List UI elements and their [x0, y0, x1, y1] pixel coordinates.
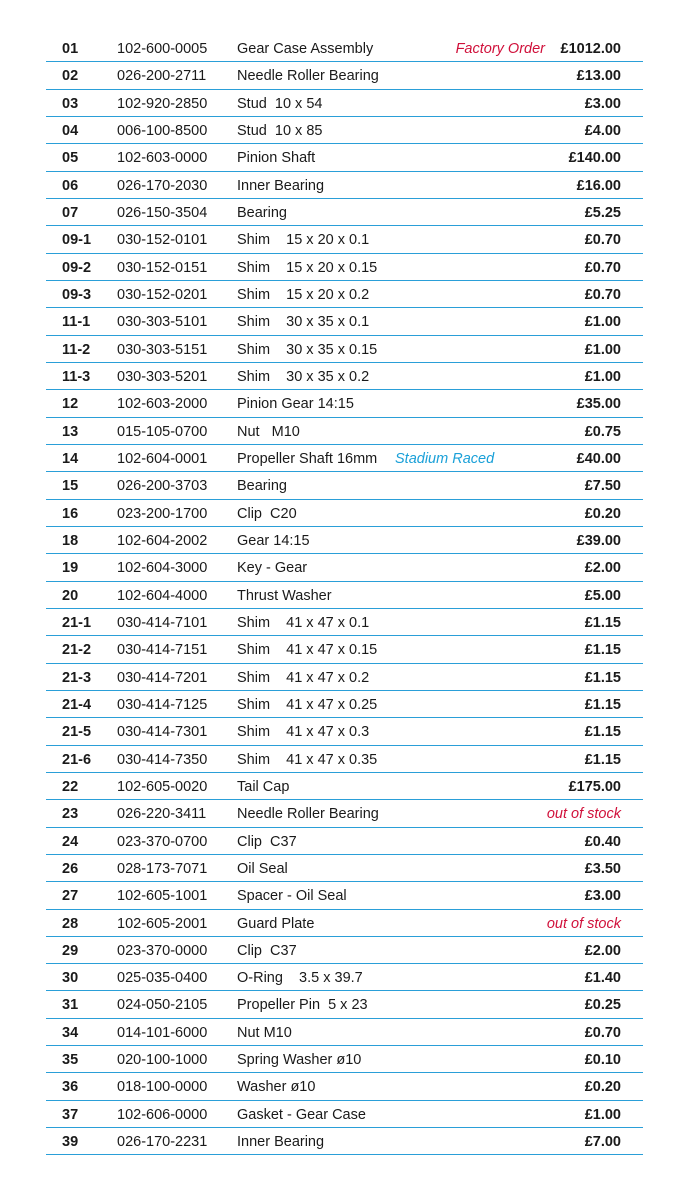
item-ref-number: 24 — [62, 833, 79, 850]
table-row — [46, 172, 643, 199]
item-ref-number: 21-1 — [62, 614, 92, 631]
price: £0.25 — [584, 997, 621, 1014]
table-row — [46, 308, 643, 335]
table-row — [46, 582, 643, 609]
item-ref-number: 12 — [62, 396, 79, 413]
price: £0.20 — [584, 1079, 621, 1096]
part-description: Clip C37 — [237, 942, 297, 959]
price: £13.00 — [576, 68, 621, 85]
part-description: Shim 15 x 20 x 0.1 — [237, 232, 370, 249]
stock-status: out of stock — [546, 806, 621, 823]
part-description: Spacer - Oil Seal — [237, 888, 347, 905]
part-number: 030-414-7301 — [117, 724, 208, 741]
part-number: 102-606-0000 — [117, 1106, 208, 1123]
part-description: Tail Cap — [237, 778, 290, 795]
part-number: 020-100-1000 — [117, 1052, 208, 1069]
table-row — [46, 910, 643, 937]
part-number: 102-603-0000 — [117, 150, 208, 167]
part-description: Key - Gear — [237, 560, 308, 577]
part-description: Bearing — [237, 478, 287, 495]
part-number: 030-303-5201 — [117, 368, 208, 385]
table-row — [46, 390, 643, 417]
table-row — [46, 117, 643, 144]
part-description: Oil Seal — [237, 860, 288, 877]
part-description: Needle Roller Bearing — [237, 806, 379, 823]
part-number: 026-200-2711 — [117, 68, 207, 85]
price: £140.00 — [568, 150, 621, 167]
part-number: 026-150-3504 — [117, 204, 208, 221]
part-number: 006-100-8500 — [117, 122, 208, 139]
part-number: 102-604-3000 — [117, 560, 208, 577]
price: £5.25 — [584, 204, 621, 221]
item-ref-number: 04 — [62, 122, 79, 139]
part-description: Shim 30 x 35 x 0.1 — [237, 314, 370, 331]
table-row — [46, 226, 643, 253]
part-description: Clip C20 — [237, 505, 297, 522]
part-note: Stadium Raced — [395, 450, 495, 467]
price: £5.00 — [584, 587, 621, 604]
part-number: 030-414-7151 — [117, 642, 208, 659]
part-number: 102-604-2002 — [117, 532, 208, 549]
price: £0.70 — [584, 286, 621, 303]
part-description: Shim 41 x 47 x 0.1 — [237, 614, 370, 631]
part-number: 025-035-0400 — [117, 970, 208, 987]
part-description: Propeller Shaft 16mm — [237, 450, 378, 467]
item-ref-number: 11-1 — [62, 314, 91, 331]
price: £1.00 — [584, 341, 621, 358]
item-ref-number: 36 — [62, 1079, 79, 1096]
part-number: 102-920-2850 — [117, 95, 208, 112]
table-row — [46, 991, 643, 1018]
price: £7.00 — [584, 1134, 621, 1151]
part-number: 015-105-0700 — [117, 423, 208, 440]
table-row — [46, 500, 643, 527]
part-number: 030-152-0101 — [117, 232, 208, 249]
table-row — [46, 828, 643, 855]
item-ref-number: 27 — [62, 888, 79, 905]
part-number: 026-170-2231 — [117, 1134, 208, 1151]
price: £7.50 — [584, 478, 621, 495]
part-number: 030-152-0201 — [117, 286, 208, 303]
table-row — [46, 718, 643, 745]
part-description: Shim 41 x 47 x 0.35 — [237, 751, 378, 768]
table-row — [46, 746, 643, 773]
item-ref-number: 37 — [62, 1106, 79, 1123]
price: £1.15 — [584, 751, 621, 768]
table-row — [46, 363, 643, 390]
part-number: 030-414-7350 — [117, 751, 208, 768]
part-number: 030-414-7201 — [117, 669, 208, 686]
item-ref-number: 21-5 — [62, 724, 92, 741]
table-row — [46, 281, 643, 308]
part-number: 102-605-2001 — [117, 915, 208, 932]
item-ref-number: 20 — [62, 587, 79, 604]
part-description: Gear 14:15 — [237, 532, 310, 549]
table-row — [46, 35, 643, 62]
part-description: Stud 10 x 85 — [237, 122, 323, 139]
table-row — [46, 1019, 643, 1046]
part-description: Shim 41 x 47 x 0.2 — [237, 669, 370, 686]
part-number: 030-303-5151 — [117, 341, 208, 358]
item-ref-number: 23 — [62, 806, 79, 823]
part-number: 102-604-4000 — [117, 587, 208, 604]
part-description: Gear Case Assembly — [237, 41, 374, 57]
table-row — [46, 90, 643, 117]
part-number: 026-170-2030 — [117, 177, 208, 194]
part-description: Washer ø10 — [237, 1079, 316, 1096]
part-number: 024-050-2105 — [117, 997, 208, 1014]
part-number: 026-200-3703 — [117, 478, 208, 495]
part-number: 014-101-6000 — [117, 1024, 208, 1041]
price: £35.00 — [576, 396, 621, 413]
part-description: Pinion Gear 14:15 — [237, 396, 354, 413]
item-ref-number: 22 — [62, 778, 79, 795]
table-row — [46, 937, 643, 964]
table-row — [46, 554, 643, 581]
price: £0.10 — [584, 1052, 621, 1069]
item-ref-number: 09-2 — [62, 259, 92, 276]
part-number: 028-173-7071 — [117, 860, 208, 877]
part-description: Shim 41 x 47 x 0.15 — [237, 642, 378, 659]
part-number: 018-100-0000 — [117, 1079, 208, 1096]
price: £2.00 — [584, 560, 621, 577]
part-number: 030-414-7101 — [117, 614, 208, 631]
price: £1.15 — [584, 669, 621, 686]
item-ref-number: 15 — [62, 478, 79, 495]
table-row — [46, 418, 643, 445]
parts-price-list — [46, 35, 643, 1155]
part-description: Pinion Shaft — [237, 150, 316, 167]
table-row — [46, 800, 643, 827]
table-row — [46, 62, 643, 89]
table-row — [46, 472, 643, 499]
item-ref-number: 11-2 — [62, 341, 91, 358]
item-ref-number: 06 — [62, 177, 79, 194]
table-row — [46, 445, 643, 472]
item-ref-number: 31 — [62, 997, 79, 1014]
part-description: Spring Washer ø10 — [237, 1052, 362, 1069]
price: £1.15 — [584, 614, 621, 631]
table-row — [46, 1073, 643, 1100]
part-description: O-Ring 3.5 x 39.7 — [237, 970, 363, 987]
part-number: 102-600-0005 — [117, 41, 208, 57]
part-description: Clip C37 — [237, 833, 297, 850]
price: £0.70 — [584, 232, 621, 249]
part-number: 102-605-1001 — [117, 888, 208, 905]
price: £2.00 — [584, 942, 621, 959]
item-ref-number: 13 — [62, 423, 79, 440]
item-ref-number: 18 — [62, 532, 79, 549]
part-number: 023-370-0700 — [117, 833, 208, 850]
part-description: Nut M10 — [237, 1024, 292, 1041]
part-description: Shim 41 x 47 x 0.3 — [237, 724, 370, 741]
price: £1.15 — [584, 696, 621, 713]
price: £0.70 — [584, 259, 621, 276]
stock-status: out of stock — [546, 915, 621, 932]
part-description: Bearing — [237, 204, 287, 221]
item-ref-number: 30 — [62, 970, 79, 987]
part-description: Shim 30 x 35 x 0.15 — [237, 341, 378, 358]
part-number: 030-152-0151 — [117, 259, 208, 276]
price: £4.00 — [584, 122, 621, 139]
item-ref-number: 28 — [62, 915, 79, 932]
part-description: Thrust Washer — [237, 587, 332, 604]
item-ref-number: 01 — [62, 41, 79, 57]
price: £0.20 — [584, 505, 621, 522]
table-row — [46, 691, 643, 718]
part-number: 030-414-7125 — [117, 696, 208, 713]
price: £3.00 — [584, 888, 621, 905]
table-row — [46, 1128, 643, 1155]
table-row — [46, 964, 643, 991]
part-description: Shim 30 x 35 x 0.2 — [237, 368, 370, 385]
table-row — [46, 855, 643, 882]
item-ref-number: 11-3 — [62, 368, 91, 385]
table-row — [46, 144, 643, 171]
part-number: 026-220-3411 — [117, 806, 207, 823]
table-row — [46, 254, 643, 281]
item-ref-number: 21-2 — [62, 642, 92, 659]
table-row — [46, 336, 643, 363]
item-ref-number: 14 — [62, 450, 79, 467]
table-row — [46, 882, 643, 909]
price: £1.15 — [584, 724, 621, 741]
part-number: 102-605-0020 — [117, 778, 208, 795]
part-number: 102-604-0001 — [117, 450, 208, 467]
item-ref-number: 26 — [62, 860, 79, 877]
item-ref-number: 03 — [62, 95, 79, 112]
item-ref-number: 34 — [62, 1024, 79, 1041]
table-row — [46, 527, 643, 554]
part-description: Guard Plate — [237, 915, 315, 932]
item-ref-number: 02 — [62, 68, 79, 85]
item-ref-number: 05 — [62, 150, 79, 167]
table-row — [46, 609, 643, 636]
item-ref-number: 21-3 — [62, 669, 92, 686]
part-description: Stud 10 x 54 — [237, 95, 323, 112]
part-description: Shim 15 x 20 x 0.15 — [237, 259, 378, 276]
item-ref-number: 21-6 — [62, 751, 92, 768]
price: £39.00 — [576, 532, 621, 549]
table-row — [46, 199, 643, 226]
item-ref-number: 16 — [62, 505, 79, 522]
item-ref-number: 19 — [62, 560, 79, 577]
part-number: 023-200-1700 — [117, 505, 208, 522]
price: £0.70 — [584, 1024, 621, 1041]
price: £1.00 — [584, 368, 621, 385]
part-description: Shim 15 x 20 x 0.2 — [237, 286, 370, 303]
price: £1012.00 — [560, 41, 621, 57]
item-ref-number: 07 — [62, 204, 79, 221]
price: £175.00 — [568, 778, 621, 795]
table-row — [46, 1101, 643, 1128]
price: £16.00 — [576, 177, 621, 194]
table-row — [46, 1046, 643, 1073]
part-number: 030-303-5101 — [117, 314, 208, 331]
price: £1.15 — [584, 642, 621, 659]
part-description: Propeller Pin 5 x 23 — [237, 997, 368, 1014]
table-row — [46, 773, 643, 800]
price: £0.40 — [584, 833, 621, 850]
item-ref-number: 09-1 — [62, 232, 92, 249]
price: £40.00 — [576, 450, 621, 467]
part-description: Gasket - Gear Case — [237, 1106, 366, 1123]
price: £1.00 — [584, 314, 621, 331]
part-number: 102-603-2000 — [117, 396, 208, 413]
item-ref-number: 29 — [62, 942, 79, 959]
price: £3.00 — [584, 95, 621, 112]
item-ref-number: 21-4 — [62, 696, 92, 713]
part-description: Shim 41 x 47 x 0.25 — [237, 696, 378, 713]
table-row — [46, 636, 643, 663]
part-number: 023-370-0000 — [117, 942, 208, 959]
part-description: Inner Bearing — [237, 1134, 325, 1151]
part-note: Factory Order — [455, 41, 545, 57]
part-description: Nut M10 — [237, 423, 300, 440]
item-ref-number: 09-3 — [62, 286, 92, 303]
price: £1.00 — [584, 1106, 621, 1123]
item-ref-number: 39 — [62, 1134, 79, 1151]
price: £1.40 — [584, 970, 621, 987]
price: £0.75 — [584, 423, 621, 440]
table-row — [46, 664, 643, 691]
price: £3.50 — [584, 860, 621, 877]
part-description: Inner Bearing — [237, 177, 325, 194]
item-ref-number: 35 — [62, 1052, 79, 1069]
part-description: Needle Roller Bearing — [237, 68, 379, 85]
